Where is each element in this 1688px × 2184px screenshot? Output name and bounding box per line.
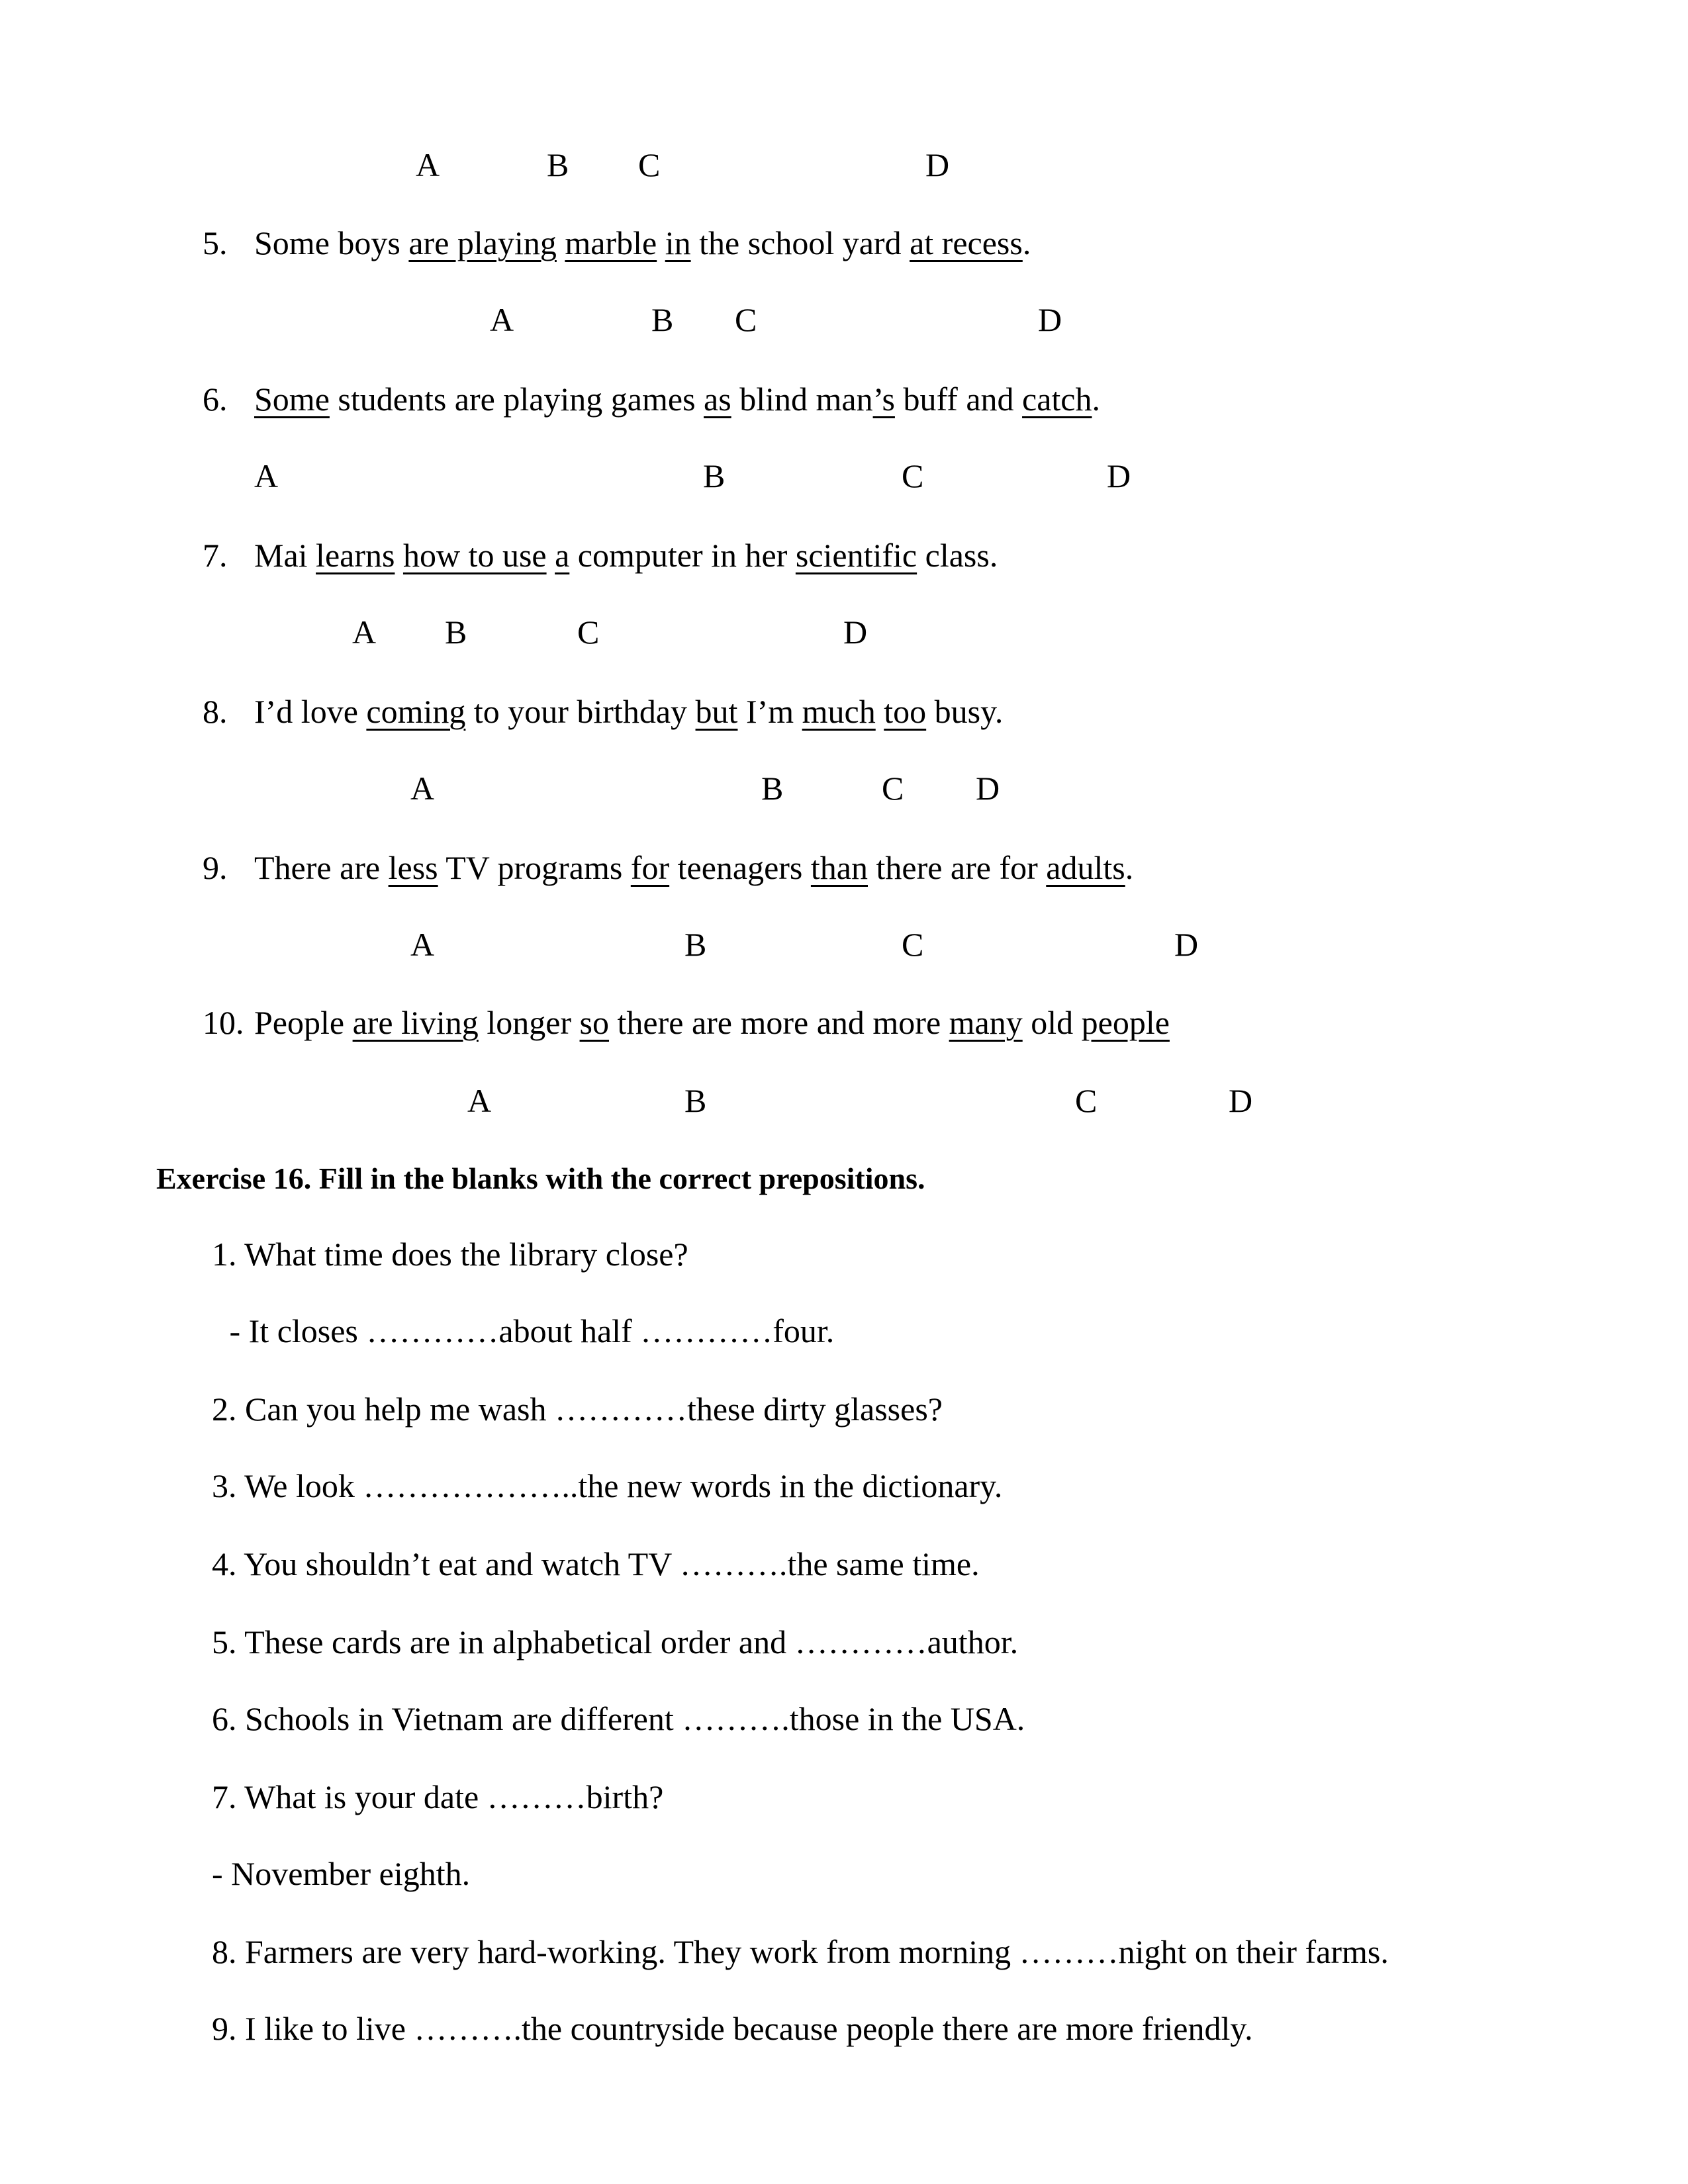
sentence-segment: there are for (868, 849, 1047, 886)
sentence-segment: students are playing games (329, 381, 704, 418)
underlined-segment: too (884, 693, 927, 730)
sentence-segment (657, 224, 665, 261)
sentence-segment: Mai (254, 537, 316, 574)
exercise-line: - November eighth. (212, 1855, 471, 1892)
sentence-segment: old (1022, 1004, 1082, 1041)
underlined-segment: catch (1022, 381, 1092, 418)
sentence-segment (395, 537, 403, 574)
underlined-segment: in (665, 224, 691, 261)
answer-letters-row (0, 772, 1688, 811)
answer-letters-row (0, 1084, 1688, 1124)
question-number: 8. (203, 693, 228, 730)
sentence-segment: teenagers (669, 849, 811, 886)
answer-letter: A (416, 146, 440, 183)
sentence-segment: TV programs (438, 849, 631, 886)
question-number: 6. (203, 381, 228, 418)
answer-letters-row (0, 148, 1688, 188)
underlined-segment: but (695, 693, 738, 730)
exercise-line: 3. We look ………………..the new words in the dictionary. (212, 1467, 1003, 1504)
sentence-segment: . (1022, 224, 1031, 261)
sentence-segment: longer (478, 1004, 580, 1041)
underlined-segment: a (555, 537, 570, 574)
underlined-segment: less (388, 849, 438, 886)
answer-letter: C (1075, 1082, 1098, 1119)
question-number: 9. (203, 849, 228, 886)
underlined-segment: for (630, 849, 670, 886)
underlined-segment: coming (366, 693, 466, 730)
sentence-segment: buff and (894, 381, 1023, 418)
answer-letter: C (902, 457, 924, 494)
underlined-segment: are living (352, 1004, 479, 1041)
underlined-segment: learns (316, 537, 395, 574)
answer-letter: D (1107, 457, 1131, 494)
sentence-segment (876, 693, 884, 730)
answer-letter: A (410, 770, 435, 807)
answer-letter: C (638, 146, 661, 183)
answer-letters-row (0, 615, 1688, 655)
question-sentence (254, 695, 1003, 728)
exercise-line: - It closes …………about half …………four. (221, 1312, 835, 1349)
answer-letter: C (902, 926, 924, 963)
answer-letter: D (843, 614, 868, 651)
question-sentence (254, 226, 1031, 259)
answer-letter: A (254, 457, 279, 494)
answer-letter: D (976, 770, 1000, 807)
question-number: 7. (203, 537, 228, 574)
answer-letter: D (925, 146, 950, 183)
sentence-segment: Some boys (254, 224, 409, 261)
exercise-line: 7. What is your date ………birth? (212, 1778, 664, 1815)
sentence-segment: to your birthday (465, 693, 696, 730)
answer-letters-row (0, 303, 1688, 343)
sentence-segment: busy. (926, 693, 1004, 730)
sentence-segment: blind man (731, 381, 873, 418)
answer-letter: B (703, 457, 726, 494)
question-sentence (254, 851, 1133, 884)
underlined-segment: much (802, 693, 876, 730)
answer-letter: C (577, 614, 600, 651)
exercise-heading: Exercise 16. Fill in the blanks with the correct prepositions. (156, 1161, 925, 1195)
sentence-segment (547, 537, 555, 574)
sentence-segment: class. (917, 537, 998, 574)
exercise-line: 5. These cards are in alphabetical order and …………author. (212, 1623, 1019, 1661)
sentence-segment: . (1092, 381, 1100, 418)
sentence-segment: There are (254, 849, 389, 886)
answer-letter: D (1229, 1082, 1253, 1119)
sentence-segment: . (1125, 849, 1134, 886)
underlined-segment: ’s (872, 381, 895, 418)
answer-letter: A (410, 926, 435, 963)
answer-letter: B (684, 926, 707, 963)
underlined-segment: scientific (795, 537, 917, 574)
answer-letters-row (0, 928, 1688, 968)
underlined-segment: at recess (910, 224, 1023, 261)
sentence-segment: People (254, 1004, 353, 1041)
underlined-segment: Some (254, 381, 330, 418)
underlined-segment: many (949, 1004, 1023, 1041)
underlined-segment: marble (565, 224, 657, 261)
exercise-line: 4. You shouldn’t eat and watch TV ……….the same time. (212, 1545, 980, 1582)
question-number: 5. (203, 224, 228, 261)
answer-letter: C (882, 770, 904, 807)
underlined-segment: are playing (408, 224, 557, 261)
underlined-segment: as (704, 381, 731, 418)
sentence-segment: there are more and more (609, 1004, 949, 1041)
question-sentence (254, 539, 998, 572)
answer-letters-row (0, 459, 1688, 499)
answer-letter: D (1174, 926, 1199, 963)
sentence-segment: I’m (737, 693, 802, 730)
sentence-segment: the school yard (690, 224, 910, 261)
question-number: 10. (203, 1004, 244, 1041)
underlined-segment: adults (1046, 849, 1125, 886)
answer-letter: A (467, 1082, 492, 1119)
exercise-line: 9. I like to live ……….the countryside because people there are more friendly. (212, 2010, 1253, 2047)
exercise-line: 1. What time does the library close? (212, 1236, 688, 1273)
underlined-segment: than (810, 849, 868, 886)
exercise-line: 8. Farmers are very hard-working. They work from morning ………night on their farms. (212, 1933, 1389, 1970)
sentence-segment: I’d love (254, 693, 367, 730)
underlined-segment: people (1081, 1004, 1170, 1041)
sentence-segment (557, 224, 565, 261)
answer-letter: A (352, 614, 377, 651)
exercise-line: 2. Can you help me wash …………these dirty glasses? (212, 1390, 943, 1428)
question-sentence (254, 383, 1100, 416)
question-sentence (254, 1006, 1170, 1039)
answer-letter: B (684, 1082, 707, 1119)
answer-letter: B (651, 301, 674, 338)
sentence-segment: computer in her (569, 537, 796, 574)
answer-letter: A (490, 301, 514, 338)
exercise-line: 6. Schools in Vietnam are different ……….those in the USA. (212, 1700, 1025, 1737)
answer-letter: B (445, 614, 467, 651)
answer-letter: B (547, 146, 569, 183)
answer-letter: C (735, 301, 757, 338)
underlined-segment: how to use (402, 537, 547, 574)
answer-letter: D (1038, 301, 1062, 338)
answer-letter: B (761, 770, 784, 807)
underlined-segment: so (579, 1004, 610, 1041)
